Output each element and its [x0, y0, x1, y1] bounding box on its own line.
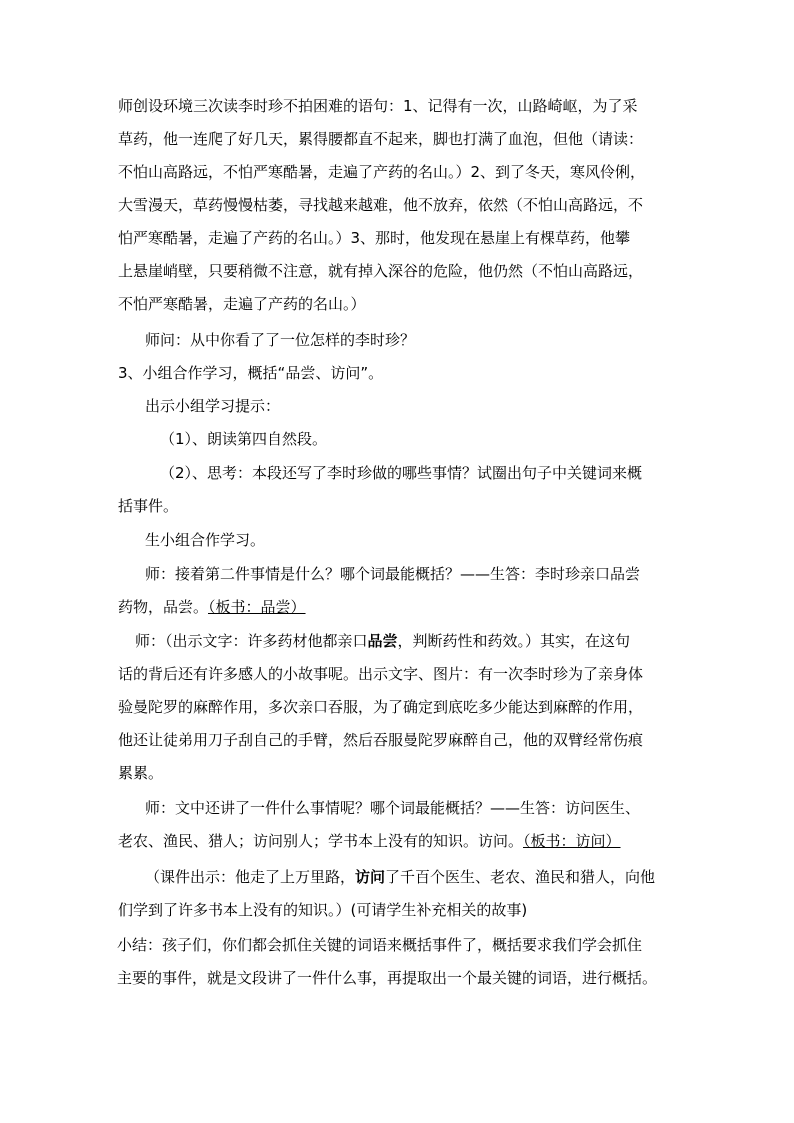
text-pre: 师：（出示文字：许多药材他都亲口: [135, 632, 368, 650]
teacher-line-cont: [118, 830, 621, 851]
hint-step-2-cont: 括事件。: [118, 497, 179, 515]
courseware-line-cont: 们学到了许多书本上没有的知识。）(可请学生补充相关的故事): [118, 901, 528, 919]
paragraph-line: 不怕严寒酷暑，走遍了产药的名山。）: [118, 295, 366, 313]
summary-line: 小结：孩子们，你们都会抓住关键的词语来概括事件了，概括要求我们学会抓住: [117, 936, 643, 954]
courseware-line: [145, 866, 655, 887]
paragraph-line: 累累。: [118, 764, 164, 782]
board-note-taste: （板书：品尝）: [208, 598, 306, 616]
paragraph-line: 怕严寒酷暑，走遍了产药的名山。）3、那时，他发现在悬崖上有棵草药，他攀: [118, 229, 631, 247]
text-pre: （课件出示：他走了上万里路，: [145, 868, 356, 886]
hint-step-2: （2）、思考：本段还写了李时珍做的哪些事情？试圈出句子中关键词来概: [160, 464, 643, 482]
teacher-question: 师问：从中你看了了一位怎样的李时珍？: [145, 331, 416, 349]
hint-title: 出示小组学习提示：: [145, 397, 281, 415]
group-study: 生小组合作学习。: [145, 531, 266, 549]
text-post: 了千百个医生、老农、渔民和猎人，向他: [385, 868, 656, 886]
teacher-line: 师：文中还讲了一件什么事情呢？哪个词最能概括？——生答：访问医生、: [145, 799, 641, 817]
answer-text: 老农、渔民、猎人；访问别人；学书本上没有的知识。访问。: [118, 832, 524, 850]
paragraph-line: 验曼陀罗的麻醉作用，多次亲口吞服，为了确定到底吃多少能达到麻醉的作用，: [118, 698, 644, 716]
paragraph-line: 话的背后还有许多感人的小故事呢。出示文字、图片：有一次李时珍为了亲身体: [118, 665, 644, 683]
summary-line: 主要的事件，就是文段讲了一件什么事，再提取出一个最关键的词语，进行概括。: [117, 969, 658, 987]
bold-keyword: 访问: [355, 868, 386, 886]
paragraph-line: 大雪漫天，草药慢慢枯萎，寻找越来越难，他不放弃，依然（不怕山高路远，不: [118, 196, 644, 214]
paragraph-line: 他还让徒弟用刀子刮自己的手臂，然后吞服曼陀罗麻醉自己，他的双臂经常伤痕: [118, 731, 644, 749]
teacher-line-cont: [118, 596, 306, 617]
bold-keyword: 品尝: [367, 632, 398, 650]
text-post: ，判断药性和药效。）其实，在这句: [397, 632, 631, 650]
teacher-display-line: [135, 630, 630, 651]
board-note-visit: （板书：访问）: [523, 832, 621, 850]
paragraph-line: 草药，他一连爬了好几天，累得腰都直不起来，脚也打满了血泡，但他（请读：: [118, 130, 644, 148]
paragraph-line: 师创设环境三次读李时珍不拍困难的语句：1、记得有一次，山路崎岖，为了采: [118, 97, 638, 115]
section-heading: 3、小组合作学习，概括“品尝、访问”。: [118, 364, 384, 382]
paragraph-line: 上悬崖峭壁，只要稍微不注意，就有掉入深谷的危险，他仍然（不怕山高路远，: [118, 262, 644, 280]
teacher-line: 师：接着第二件事情是什么？哪个词最能概括？——生答：李时珍亲口品尝: [145, 565, 641, 583]
paragraph-line: 不怕山高路远，不怕严寒酷暑，走遍了产药的名山。）2、到了冬天，寒风伶俐，: [118, 163, 646, 181]
hint-step-1: （1）、朗读第四自然段。: [160, 430, 328, 448]
answer-text: 药物，品尝。: [118, 598, 209, 616]
